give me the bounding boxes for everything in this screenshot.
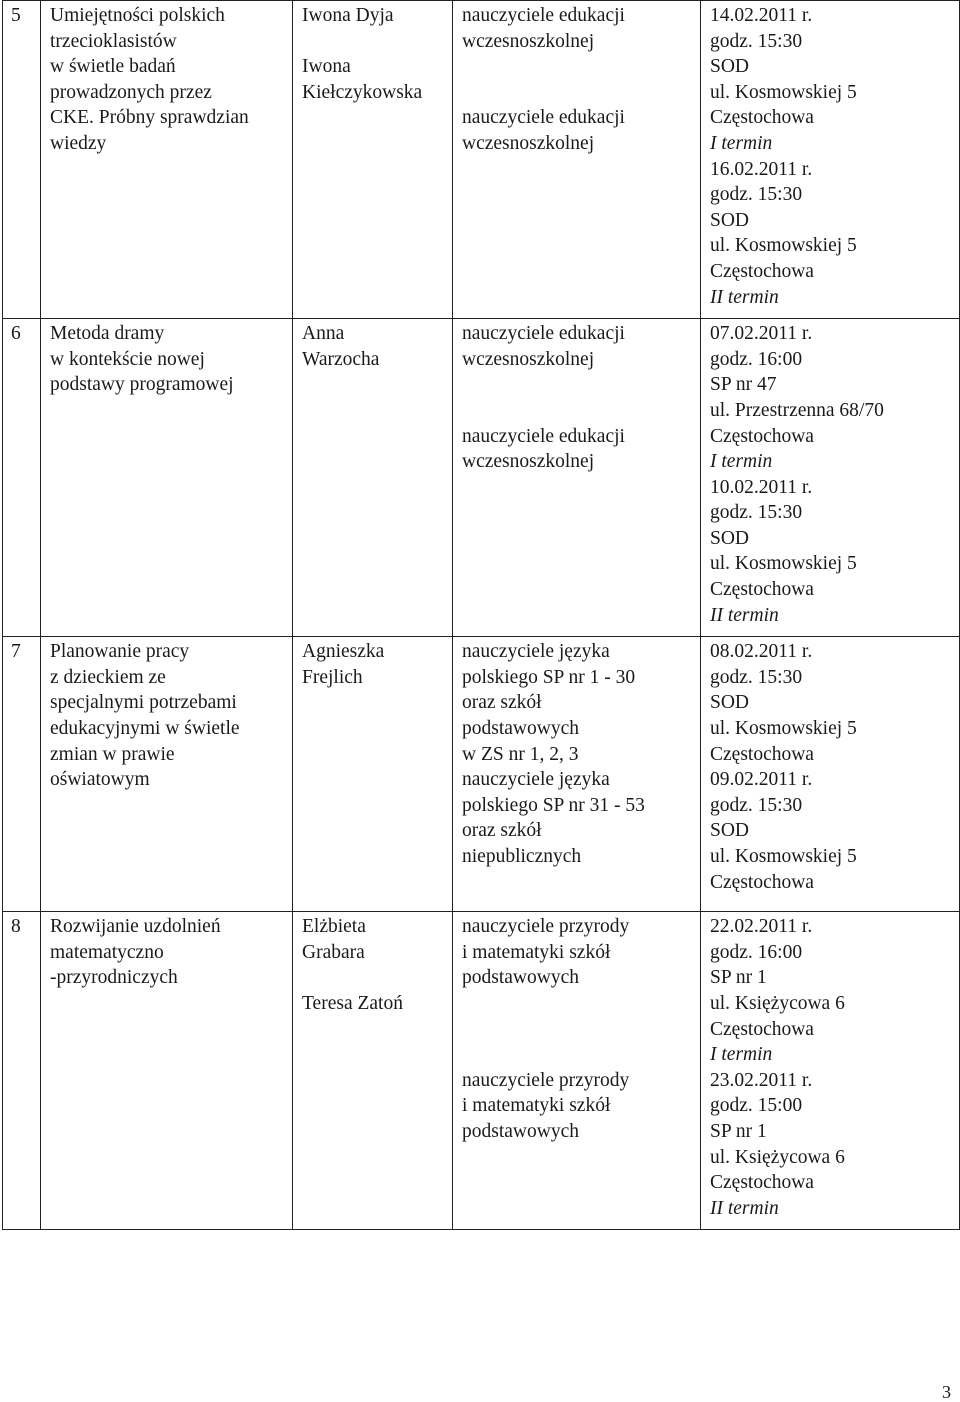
audience-line: polskiego SP nr 31 - 53 (462, 794, 645, 816)
session-venue: SOD (710, 527, 750, 549)
session-date: 08.02.2011 r. (710, 641, 813, 663)
topic-line: Rozwijanie uzdolnień (50, 916, 221, 938)
date-cell (701, 637, 960, 912)
session-date: 10.02.2011 r. (710, 476, 813, 498)
session-venue: SP nr 47 (710, 374, 777, 396)
audience-line: wczesnoszkolnej (462, 30, 595, 52)
session-time: godz. 15:30 (710, 666, 803, 688)
session-venue: SP nr 1 (710, 967, 767, 989)
session-city: Częstochowa (710, 579, 814, 601)
audience-line: nauczyciele edukacji (462, 5, 625, 26)
audience-line: podstawowych (462, 967, 579, 989)
table-row (3, 637, 960, 912)
row-number-cell (3, 637, 41, 912)
session-city: Częstochowa (710, 107, 814, 129)
topic-line: z dzieckiem ze (50, 666, 166, 688)
session-address: ul. Księżycowa 6 (710, 1146, 845, 1168)
session-venue: SP nr 1 (710, 1121, 767, 1142)
topic-line: w świetle badań (50, 56, 176, 78)
session-city: Częstochowa (710, 871, 814, 893)
session-address: ul. Kosmowskiej 5 (710, 553, 857, 575)
session-venue: SOD (710, 692, 750, 714)
session-venue: SOD (710, 820, 750, 842)
topic-line: CKE. Próbny sprawdzian (50, 107, 249, 129)
row-number: 8 (11, 916, 21, 938)
audience-line: w ZS nr 1, 2, 3 (462, 743, 579, 765)
session-time: godz. 16:00 (710, 348, 803, 370)
date-cell (701, 1, 960, 319)
session-address: ul. Kosmowskiej 5 (710, 846, 857, 867)
row-number: 7 (11, 641, 21, 663)
session-term: II termin (710, 1197, 779, 1219)
session-time: godz. 15:30 (710, 30, 803, 52)
audience-line: wczesnoszkolnej (462, 348, 595, 370)
session-date: 09.02.2011 r. (710, 769, 813, 791)
row-number-cell (3, 912, 41, 1230)
schedule-table (2, 0, 960, 1230)
session-time: godz. 15:30 (710, 794, 803, 816)
audience-line: i matematyki szkół (462, 941, 611, 963)
leader-name: Anna (302, 323, 345, 345)
audience-line: podstawowych (462, 1121, 579, 1142)
topic-line: prowadzonych przez (50, 81, 212, 103)
session-venue: SOD (710, 56, 750, 78)
row-number-cell (3, 1, 41, 319)
topic-line: trzecioklasistów (50, 30, 177, 52)
session-term: II termin (710, 604, 779, 626)
audience-cell (453, 1, 701, 319)
leader-name: Frejlich (302, 666, 363, 688)
audience-line: i matematyki szkół (462, 1095, 611, 1117)
session-term: I termin (710, 1044, 773, 1066)
topic-line: specjalnymi potrzebami (50, 692, 237, 714)
session-time: godz. 15:30 (710, 502, 803, 524)
leader-cell (293, 637, 453, 912)
topic-line: edukacyjnymi w świetle (50, 718, 240, 740)
session-address: ul. Przestrzenna 68/70 (710, 399, 884, 421)
session-date: 14.02.2011 r. (710, 5, 813, 26)
topic-line: podstawy programowej (50, 374, 234, 396)
session-term: I termin (710, 451, 773, 473)
audience-cell (453, 912, 701, 1230)
row-number: 5 (11, 5, 21, 26)
audience-line: wczesnoszkolnej (462, 132, 595, 154)
audience-line: nauczyciele edukacji (462, 107, 625, 129)
session-venue: SOD (710, 209, 750, 231)
topic-line: oświatowym (50, 769, 150, 791)
topic-line: Metoda dramy (50, 323, 165, 345)
topic-line: w kontekście nowej (50, 348, 205, 370)
session-term: II termin (710, 286, 779, 308)
audience-line: nauczyciele przyrody (462, 1069, 630, 1091)
topic-cell (41, 319, 293, 637)
leader-name: Grabara (302, 941, 365, 963)
table-row (3, 912, 960, 1230)
audience-line: nauczyciele języka (462, 641, 610, 663)
session-address: ul. Kosmowskiej 5 (710, 81, 857, 103)
topic-line: Umiejętności polskich (50, 5, 225, 26)
session-address: ul. Księżycowa 6 (710, 993, 845, 1015)
leader-name: Kiełczykowska (302, 81, 423, 103)
audience-line: podstawowych (462, 718, 579, 740)
leader-name: Iwona Dyja (302, 5, 394, 26)
page-number: 3 (942, 1382, 951, 1402)
table-row (3, 1, 960, 319)
audience-line: nauczyciele edukacji (462, 425, 625, 447)
audience-line: nauczyciele edukacji (462, 323, 625, 345)
session-city: Częstochowa (710, 260, 814, 282)
topic-cell (41, 637, 293, 912)
leader-cell (293, 1, 453, 319)
leader-name: Agnieszka (302, 641, 385, 663)
topic-line: -przyrodniczych (50, 967, 178, 989)
audience-line: nauczyciele języka (462, 769, 610, 791)
session-date: 22.02.2011 r. (710, 916, 813, 938)
session-date: 07.02.2011 r. (710, 323, 813, 345)
session-time: godz. 15:30 (710, 184, 803, 206)
topic-line: Planowanie pracy (50, 641, 190, 663)
session-date: 23.02.2011 r. (710, 1069, 813, 1091)
leader-name: Iwona (302, 56, 351, 78)
topic-line: zmian w prawie (50, 743, 175, 765)
audience-line: oraz szkół (462, 692, 542, 714)
session-term: I termin (710, 132, 773, 154)
session-address: ul. Kosmowskiej 5 (710, 235, 857, 257)
session-date: 16.02.2011 r. (710, 158, 813, 180)
topic-line: matematyczno (50, 941, 164, 963)
leader-name: Warzocha (302, 348, 380, 370)
date-cell (701, 319, 960, 637)
audience-cell (453, 637, 701, 912)
row-number: 6 (11, 323, 21, 345)
topic-cell (41, 912, 293, 1230)
audience-line: polskiego SP nr 1 - 30 (462, 666, 636, 688)
date-cell (701, 912, 960, 1230)
session-city: Częstochowa (710, 1018, 814, 1040)
leader-name: Elżbieta (302, 916, 366, 938)
audience-line: niepublicznych (462, 846, 582, 867)
leader-cell (293, 319, 453, 637)
session-city: Częstochowa (710, 1172, 814, 1194)
session-city: Częstochowa (710, 743, 814, 765)
session-time: godz. 15:00 (710, 1095, 803, 1117)
table-row (3, 319, 960, 637)
audience-line: nauczyciele przyrody (462, 916, 630, 938)
audience-line: oraz szkół (462, 820, 542, 842)
topic-line: wiedzy (50, 132, 107, 154)
row-number-cell (3, 319, 41, 637)
audience-cell (453, 319, 701, 637)
session-city: Częstochowa (710, 425, 814, 447)
session-time: godz. 16:00 (710, 941, 803, 963)
session-address: ul. Kosmowskiej 5 (710, 718, 857, 740)
leader-name: Teresa Zatoń (302, 993, 403, 1015)
leader-cell (293, 912, 453, 1230)
audience-line: wczesnoszkolnej (462, 451, 595, 473)
topic-cell (41, 1, 293, 319)
